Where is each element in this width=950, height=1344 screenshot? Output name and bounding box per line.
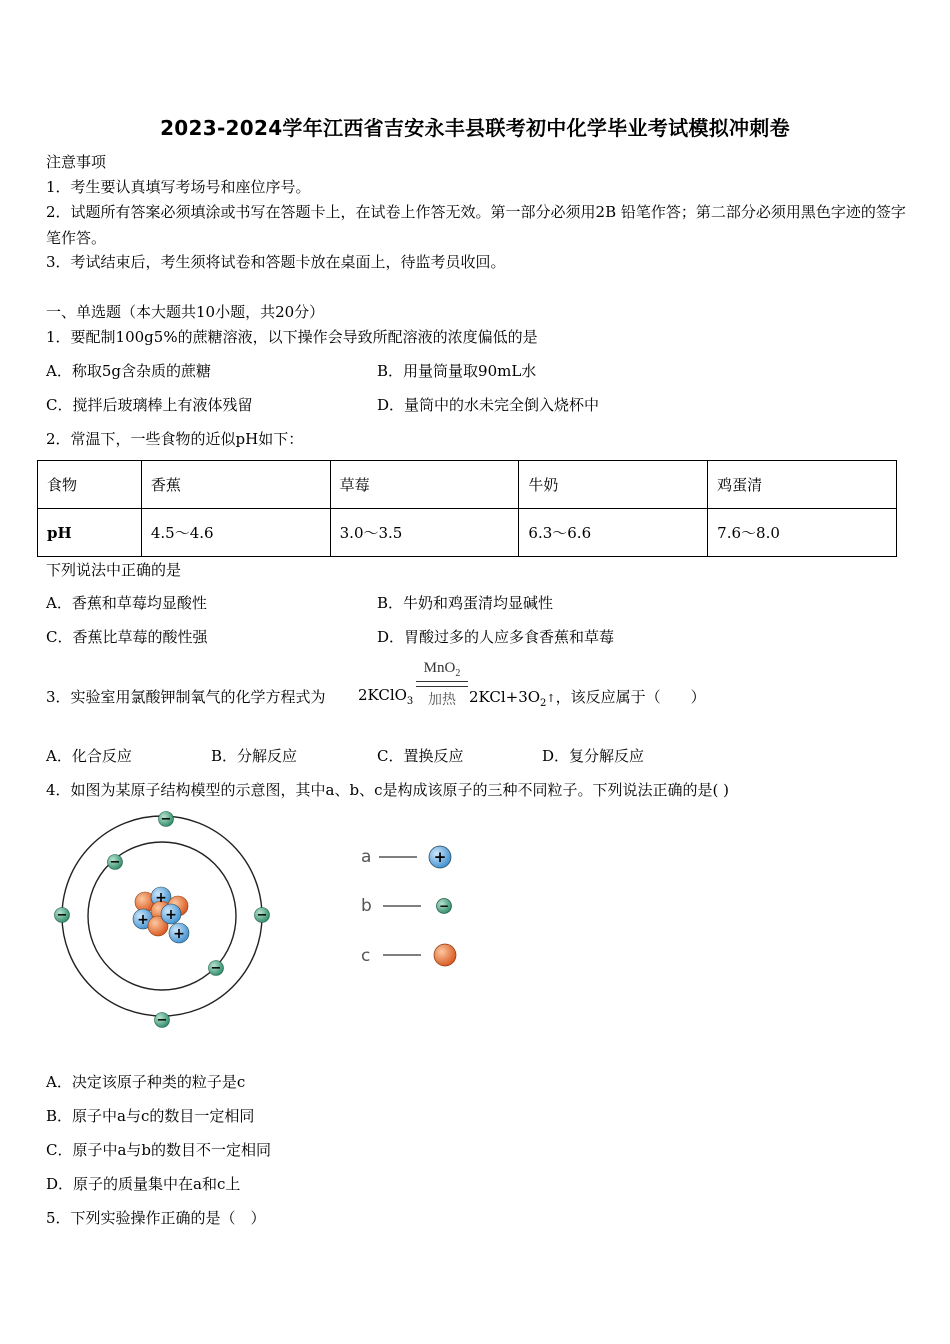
svg-text:+: +	[173, 926, 185, 942]
q2-option-b[interactable]: B．牛奶和鸡蛋清均显碱性	[377, 594, 554, 612]
q3-option-d[interactable]: D．复分解反应	[542, 747, 645, 765]
product: 2KCl+3O	[469, 688, 541, 706]
q1-stem: 1．要配制100g5%的蔗糖溶液，以下操作会导致所配溶液的浓度偏低的是	[46, 328, 538, 346]
catalyst-subscript: 2	[455, 668, 461, 679]
section-heading: 一、单选题（本大题共10小题，共20分）	[46, 303, 325, 321]
svg-text:−: −	[156, 1013, 168, 1028]
table-cell: pH	[38, 509, 142, 557]
table-cell: 7.6～8.0	[708, 509, 897, 557]
q3-option-b[interactable]: B．分解反应	[211, 747, 298, 765]
table-cell: 鸡蛋清	[708, 461, 897, 509]
notice-item-3: 3．考试结束后，考生须将试卷和答题卡放在桌面上，待监考员收回。	[46, 253, 506, 271]
svg-text:−: −	[56, 908, 68, 923]
ph-table	[37, 460, 897, 557]
q3-stem-post: ，该反应属于（ ）	[555, 688, 706, 706]
q2-prompt: 下列说法中正确的是	[46, 561, 182, 579]
reaction-condition	[416, 660, 468, 709]
legend-label-c: c	[361, 946, 371, 966]
q2-option-d[interactable]: D．胃酸过多的人应多食香蕉和草莓	[377, 628, 615, 646]
q1-option-d[interactable]: D．量筒中的水未完全倒入烧杯中	[377, 396, 600, 414]
table-row	[38, 461, 897, 509]
reaction-equals-sign	[416, 681, 468, 687]
notice-item-2: 2．试题所有答案必须填涂或书写在答题卡上，在试卷上作答无效。第一部分必须用2B 铅笔作答；第二部分必须用黑色字迹的签字笔作答。	[46, 203, 906, 247]
q3-option-c[interactable]: C．置换反应	[377, 747, 464, 765]
particle-legend	[355, 838, 475, 978]
reactant-subscript: 3	[406, 696, 414, 707]
reactant: 2KClO	[358, 686, 407, 704]
q2-stem: 2．常温下，一些食物的近似pH如下：	[46, 430, 304, 448]
q1-option-c[interactable]: C．搅拌后玻璃棒上有液体残留	[46, 396, 253, 414]
q3-stem-pre: 3．实验室用氯酸钾制氧气的化学方程式为	[46, 688, 326, 706]
table-cell: 4.5～4.6	[141, 509, 330, 557]
q4-option-c[interactable]: C．原子中a与b的数目不一定相同	[46, 1141, 272, 1159]
atom-model-diagram	[40, 805, 290, 1035]
notice-heading: 注意事项	[46, 153, 107, 171]
page-title: 2023-2024学年江西省吉安永丰县联考初中化学毕业考试模拟冲刺卷	[160, 116, 790, 140]
neutron-swatch	[434, 944, 456, 966]
svg-text:−: −	[210, 961, 222, 976]
legend-label-a: a	[361, 847, 372, 867]
table-cell: 香蕉	[141, 461, 330, 509]
q2-option-c[interactable]: C．香蕉比草莓的酸性强	[46, 628, 208, 646]
q1-option-a[interactable]: A．称取5g含杂质的蔗糖	[46, 362, 211, 380]
table-cell: 牛奶	[519, 461, 708, 509]
q4-stem: 4．如图为某原子结构模型的示意图，其中a、b、c是构成该原子的三种不同粒子。下列说法正确的是( )	[46, 781, 729, 799]
notice-item-1: 1．考生要认真填写考场号和座位序号。	[46, 178, 311, 196]
heat-condition: 加热	[428, 692, 456, 708]
nucleus	[133, 887, 189, 943]
legend-label-b: b	[361, 896, 372, 916]
catalyst: MnO	[423, 660, 456, 676]
q5-stem: 5．下列实验操作正确的是（ ）	[46, 1209, 266, 1227]
svg-text:+: +	[165, 907, 177, 923]
svg-text:+: +	[155, 890, 167, 906]
svg-text:+: +	[137, 912, 149, 928]
table-cell: 草莓	[330, 461, 519, 509]
table-cell: 6.3～6.6	[519, 509, 708, 557]
svg-text:−: −	[256, 908, 268, 923]
svg-text:−: −	[160, 812, 172, 827]
q4-option-b[interactable]: B．原子中a与c的数目一定相同	[46, 1107, 255, 1125]
table-row	[38, 509, 897, 557]
q4-option-a[interactable]: A．决定该原子种类的粒子是c	[46, 1073, 246, 1091]
product-subscript: 2	[540, 698, 547, 709]
svg-text:−: −	[438, 899, 450, 913]
q2-option-a[interactable]: A．香蕉和草莓均显酸性	[46, 594, 207, 612]
q1-option-b[interactable]: B．用量筒量取90mL水	[377, 362, 537, 380]
gas-arrow: ↑	[546, 692, 556, 705]
table-cell: 3.0～3.5	[330, 509, 519, 557]
svg-text:−: −	[109, 855, 121, 870]
q3-option-a[interactable]: A．化合反应	[46, 747, 132, 765]
q4-option-d[interactable]: D．原子的质量集中在a和c上	[46, 1175, 241, 1193]
table-cell: 食物	[38, 461, 142, 509]
svg-text:+: +	[433, 848, 447, 866]
